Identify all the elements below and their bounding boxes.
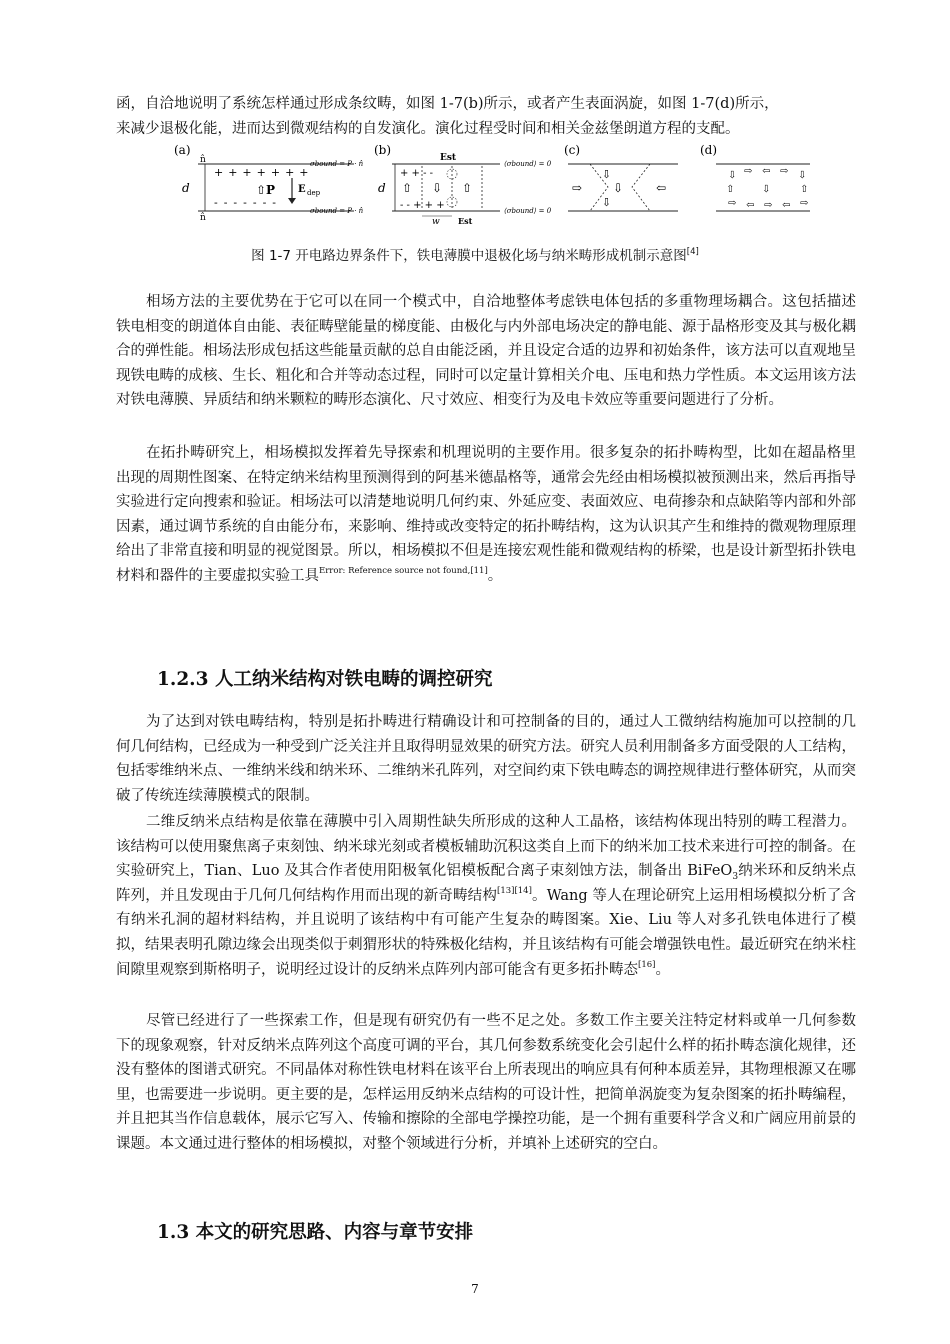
citation-16: [16] (638, 959, 656, 970)
chemical-subscript: 3 (732, 872, 739, 883)
panel-d-label: (d) (700, 144, 718, 157)
svg-text:⇩: ⇩ (798, 170, 807, 181)
svg-text:⇧: ⇧ (726, 184, 735, 195)
svg-text:+++++++: +++++++ (214, 166, 314, 179)
svg-text:⇧: ⇧ (462, 181, 473, 195)
panel-a-sigma-bottom: σbound = P · n̂ (310, 207, 364, 215)
paragraph-research-gaps: 尽管已经进行了一些探索工作，但是现有研究仍有一些不足之处。多数工作主要关注特定材料或单一几何参数下的现象观察，针对反纳米点阵列这个高度可调的平台，其几何参数系统变化会引起什么样的拓扑畴态演化规律，还没有整体的图谱式研究。不同晶体对称性铁电材料在该平台上所表现出的响应具有何种本质差异，其物理根源又在哪里，也需要进一步说明。更主要的是，怎样运用反纳米点结构的可设计性，把简单涡旋变为复杂图案的拓扑畴编程，并且把其当作信息载体，展示它写入、传输和擦除的全部电学操控功能，是一个拥有重要科学含义和广阔应用前景的课题。本文通过进行整体的相场模拟，对整个领域进行分析，并填补上述研究的空白。 (116, 1013, 856, 1152)
figure-caption (0, 244, 950, 264)
svg-text:⇩: ⇩ (728, 170, 737, 181)
panel-b-field-top: Est (440, 153, 457, 163)
intro-line-1: 函，自洽地说明了系统怎样通过形成条纹畴，如图 1-7(b)所示，或者产生表面涡旋，如图 1-7(d)所示， (116, 96, 779, 112)
paragraph-antidot-arrays (116, 810, 856, 982)
svg-text:⇩: ⇩ (432, 181, 443, 195)
svg-text:⇧: ⇧ (402, 181, 413, 195)
page-number: 7 (471, 1282, 479, 1296)
svg-text:⇨: ⇨ (572, 181, 583, 195)
svg-text:- - + + +: - - + + + (400, 200, 445, 211)
svg-text:⇦: ⇦ (656, 181, 667, 195)
figure-caption-text: 图 1-7 开电路边界条件下，铁电薄膜中退极化场与纳米畴形成机制示意图 (251, 248, 687, 264)
panel-a-sigma-top: σbound = P · n̂ (310, 160, 364, 168)
figure-panel-c (564, 144, 678, 211)
panel-b-thickness-label: d (378, 181, 386, 195)
paragraph-artificial-nanostructures: 为了达到对铁电畴结构，特别是拓扑畴进行精确设计和可控制备的目的，通过人工微纳结构施加可以控制的几何几何结构，已经成为一种受到广泛关注并且取得明显效果的研究方法。研究人员利用制备多方面受限的人工结构，包括零维纳米点、一维纳米线和纳米环、二维纳米孔阵列，对空间约束下铁电畴态的调控规律进行整体研究，从而突破了传统连续薄膜模式的限制。 (116, 714, 856, 804)
panel-b-sigma-top: ⟨σbound⟩ = 0 (504, 160, 552, 168)
citation-13-14: [13][14] (497, 885, 532, 896)
svg-text:⇦: ⇦ (746, 200, 755, 211)
figure-panel-a (174, 144, 364, 223)
svg-text:⇦: ⇦ (782, 200, 791, 211)
paragraph-antidot-c: 。Wang 等人在理论研究上运用相场模拟分析了含有纳米孔洞的超材料结构，并且说明了该结构中有可能产生复杂的畴图案。Xie、Liu 等人对多孔铁电体进行了模拟，结果表明孔隙边缘会出现类似于刺猬形状的特殊极化结构，并且该结构有可能会增强铁电性。最近研究在纳米柱间隙里观察到斯格明子，说明经过设计的反纳米点阵列内部可能含有更多拓扑畴态 (116, 887, 856, 978)
paragraph-topological-domains-text: 在拓扑畴研究上，相场模拟发挥着先导探索和机理说明的主要作用。很多复杂的拓扑畴构型，比如在超晶格里出现的周期性图案、在特定纳米结构里预测得到的阿基米德晶格等，通常会先经由相场模拟被预测出来，然后再指导实验进行定向搜索和验证。相场法可以清楚地说明几何约束、外延应变、表面效应、电荷掺杂和点缺陷等内部和外部因素，通过调节系统的自由能分布，来影响、维持或改变特定的拓扑畴结构，这为认识其产生和维持的微观物理原理给出了非常直接和明显的视觉图景。所以，相场模拟不但是连接宏观性能和微观结构的桥梁，也是设计新型拓扑铁电材料和器件的主要虚拟实验工具 (116, 445, 856, 584)
intro-paragraph (116, 92, 856, 141)
figure-panel-d (700, 144, 810, 211)
panel-a-normal-bottom: n̂ (200, 213, 206, 223)
paragraph-antidot-a: 二维反纳米点结构是依靠在薄膜中引入周期性缺失所形成的这种人工晶格，该结构体现出特别的畴工程潜力。该结构可以使用聚焦离子束刻蚀、纳米球光刻或者模板辅助沉积这类自上而下的纳米加工技术来进行可控的制备。在实验研究上，Tian、Luo 及其合作者使用阳极氧化铝模板配合离子束刻蚀方法，制备出 BiFeO (116, 814, 856, 880)
panel-a-normal-top: n̂ (200, 155, 206, 165)
svg-text:+ + - -: + + - - (400, 168, 434, 179)
panel-a-thickness-label: d (182, 181, 190, 195)
panel-a-label: (a) (174, 144, 191, 157)
paragraph-topological-domains-end: 。 (487, 567, 503, 584)
panel-b-width-label: w (432, 217, 440, 224)
svg-text:⇩: ⇩ (762, 184, 771, 195)
svg-text:⇨: ⇨ (764, 200, 773, 211)
svg-text:⇨: ⇨ (728, 198, 737, 209)
svg-text:⇦: ⇦ (762, 166, 771, 177)
figure-panel-b (374, 144, 552, 224)
panel-b-field-bottom: Est (458, 216, 473, 224)
svg-text:⇨: ⇨ (800, 198, 809, 209)
svg-text:⇩: ⇩ (602, 168, 612, 181)
reference-error-marker: Error: Reference source not found,[11] (319, 566, 488, 577)
panel-b-sigma-bottom: ⟨σbound⟩ = 0 (504, 207, 552, 215)
panel-a-field: E (298, 184, 306, 195)
svg-text:⇨: ⇨ (780, 166, 789, 177)
intro-line-2: 来减少退极化能，进而达到微观结构的自发演化。演化过程受时间和相关金兹堡朗道方程的支配。 (116, 120, 740, 137)
panel-b-label: (b) (374, 144, 392, 157)
paragraph-topological-domains (116, 441, 856, 589)
panel-a-field-sub: dep (307, 189, 321, 197)
figure-caption-ref: [4] (686, 246, 699, 257)
panel-c-label: (c) (564, 144, 581, 157)
paragraph-phase-field-advantages: 相场方法的主要优势在于它可以在同一个模式中，自洽地整体考虑铁电体包括的多重物理场耦合。这包括描述铁电相变的朗道体自由能、表征畴壁能量的梯度能、由极化与内外部电场决定的静电能、源于晶格形变及其与极化耦合的弹性能。相场法形成包括这些能量贡献的总自由能泛函，并且设定合适的边界和初始条件，该方法可以直观地呈现铁电畴的成核、生长、粗化和合并等动态过程，同时可以定量计算相关介电、压电和热力学性质。本文运用该方法对铁电薄膜、异质结和纳米颗粒的畴形态演化、尺寸效应、相变行为及电卡效应等重要问题进行了分析。 (116, 294, 856, 409)
section-heading-1-3: 1.3 本文的研究思路、内容与章节安排 (157, 1222, 474, 1243)
svg-text:⇩: ⇩ (613, 181, 624, 195)
figure-1-7 (170, 144, 810, 224)
paragraph-antidot-b: 纳米环和反纳米点阵列，并且发现由于几何几何结构作用而出现的新奇畴结构 (116, 863, 857, 904)
svg-text:⇩: ⇩ (602, 196, 612, 209)
svg-text:-------: ------- (214, 196, 283, 209)
paragraph-antidot-d: 。 (655, 961, 670, 978)
svg-text:⇨: ⇨ (744, 166, 753, 177)
section-heading-1-2-3: 1.2.3 人工纳米结构对铁电畴的调控研究 (157, 669, 493, 690)
svg-text:⇧: ⇧ (800, 184, 809, 195)
panel-a-polarization: ⇧P (256, 183, 276, 197)
